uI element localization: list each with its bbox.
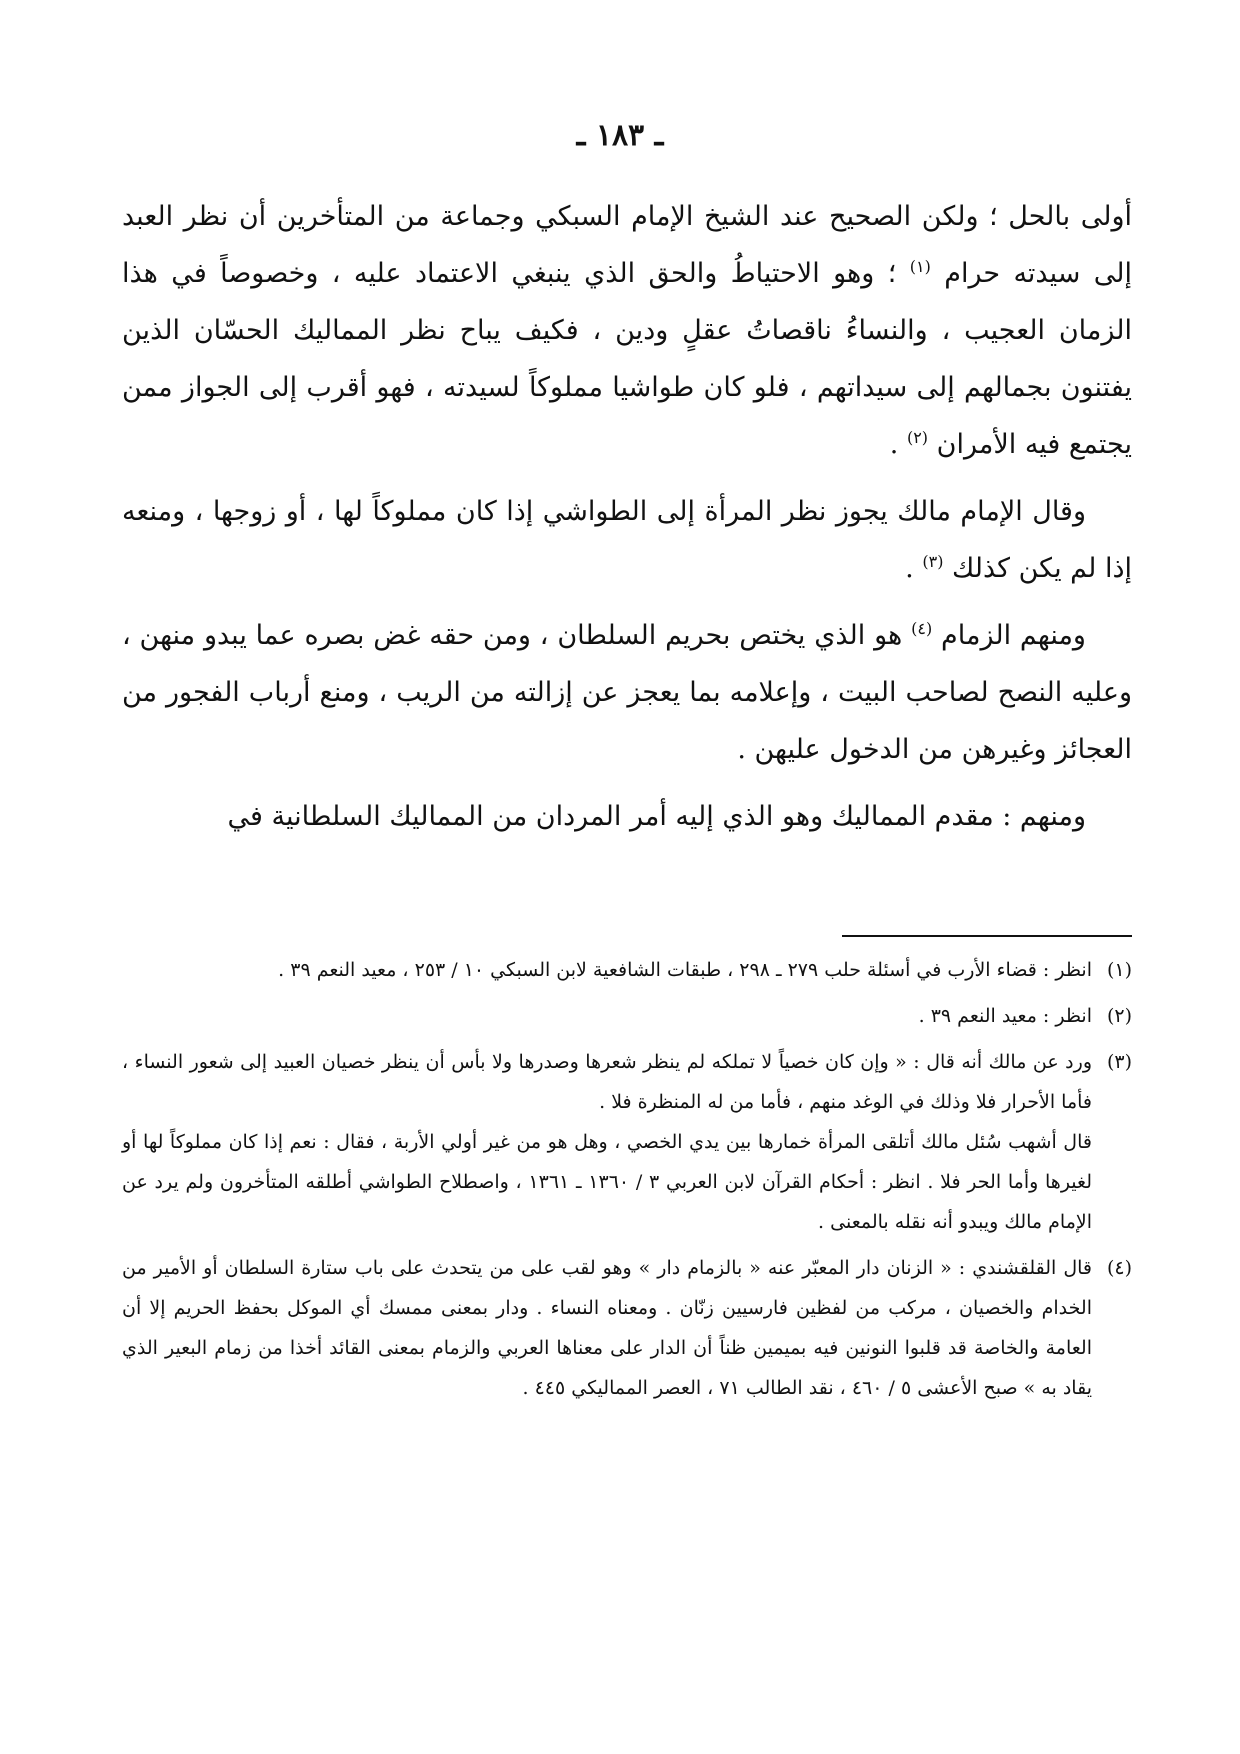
footnote-text: ورد عن مالك أنه قال : « وإن كان خصياً لا تملكه لم ينظر شعرها وصدرها ولا بأس أن ينظر خصيان العبيد إلى شعور النساء ، فأما الأحرار فلا وذلك في الوغد منهم ، فأما من له المنظرة فلا . [122, 1051, 1092, 1113]
paragraph-3-text-b: هو الذي يختص بحريم السلطان ، ومن حقه غض بصره عما يبدو منهن ، وعليه النصح لصاحب البيت ، وإعلامه بما يعجز عن إزالته من الريب ، ومنع أرباب الفجور من العجائز وغيرهن من الدخول عليهن . [122, 620, 1132, 765]
page-number: ـ ١٨٣ ـ [576, 118, 664, 153]
paragraph-1-end: . [889, 429, 899, 460]
footnote-number: (٢) [1106, 1005, 1132, 1027]
paragraph-1-text-b: ؛ وهو الاحتياطُ والحق الذي ينبغي الاعتماد عليه ، وخصوصاً في هذا الزمان العجيب ، والنساءُ ناقصاتُ عقلٍ ودين ، فكيف يباح نظر المماليك الحسّان الذين يفتنون بجمالهم إلى سيداتهم ، فلو كان طواشيا مملوكاً لسيدته ، فهو أقرب إلى الجواز ممن يجتمع فيه الأمران [122, 258, 1132, 460]
paragraph-2-text-b: . [905, 553, 914, 584]
footnote-2 [122, 996, 1132, 1036]
footnote-number: (١) [1106, 959, 1132, 981]
footnote-text: انظر : معيد النعم ٣٩ . [918, 1005, 1092, 1027]
footnote-text: قال القلقشندي : « الزنان دار المعبّر عنه « بالزمام دار » وهو لقب على من يتحدث على باب ستارة السلطان أو الأمير من الخدام والخصيان ، مركب من لفظين فارسيين زنّان . ومعناه النساء . ودار بمعنى ممسك أي الموكل بحفظ الحريم إلا أن العامة والخاصة قد قلبوا النونين فيه بميمين ظناً أن الدار على معناها العربي والزمام بمعنى القائد أخذا من زمام البعير الذي يقاد به » صبح الأعشى ٥ / ٤٦٠ ، نقد الطالب ٧١ ، العصر المماليكي ٤٤٥ . [122, 1257, 1092, 1399]
paragraph-4-text: ومنهم : مقدم المماليك وهو الذي إليه أمر المردان من المماليك السلطانية في [227, 801, 1086, 832]
footnote-number: (٤) [1106, 1257, 1132, 1279]
footnote-4 [122, 1248, 1132, 1408]
footnote-1 [122, 950, 1132, 990]
footnote-text-continued: قال أشهب سُئل مالك أتلقى المرأة خمارها بين يدي الخصي ، وهل هو من غير أولي الأربة ، فقال : نعم إذا كان مملوكاً لها أو لغيرها وأما الحر فلا . انظر : أحكام القرآن لابن العربي ٣ / ١٣٦٠ ـ ١٣٦١ ، واصطلاح الطواشي أطلقه المتأخرون ولم يرد عن الإمام مالك ويبدو أنه نقله بالمعنى . [122, 1131, 1092, 1233]
footnote-text: انظر : قضاء الأرب في أسئلة حلب ٢٧٩ ـ ٢٩٨ ، طبقات الشافعية لابن السبكي ١٠ / ٢٥٣ ، معيد النعم ٣٩ . [278, 959, 1092, 981]
footnote-ref-1: (١) [909, 257, 931, 276]
footnote-3 [122, 1042, 1132, 1242]
main-text [122, 188, 1132, 855]
paragraph-3-text-a: ومنهم الزمام [941, 620, 1086, 651]
paragraph-2-text-a: وقال الإمام مالك يجوز نظر المرأة إلى الطواشي إذا كان مملوكاً لها ، أو زوجها ، ومنعه إذا لم يكن كذلك [122, 496, 1132, 584]
paragraph-3 [122, 607, 1132, 778]
footnote-number: (٣) [1106, 1051, 1132, 1073]
footnote-ref-4: (٤) [911, 619, 933, 638]
footnotes-section [122, 950, 1132, 1414]
footnote-ref-2: (٢) [906, 428, 929, 447]
paragraph-1-text-a: أولى بالحل ؛ ولكن الصحيح عند الشيخ الإمام السبكي وجماعة من المتأخرين أن نظر العبد إلى سيدته حرام [122, 201, 1133, 289]
paragraph-1 [122, 188, 1132, 473]
paragraph-4 [122, 788, 1132, 845]
paragraph-2 [122, 483, 1132, 597]
footnote-ref-3: (٣) [922, 552, 944, 571]
footnote-divider [842, 935, 1132, 937]
